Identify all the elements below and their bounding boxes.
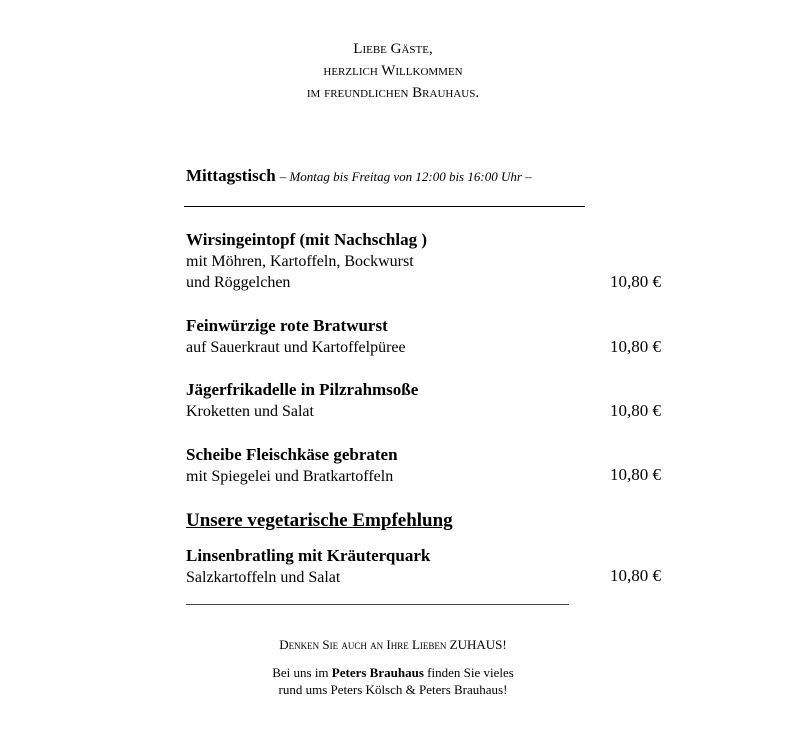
- dish-description: Kroketten und Salat: [186, 403, 314, 420]
- vegetarian-heading: Unsere vegetarische Empfehlung: [186, 510, 453, 531]
- greeting-line-1: Liebe Gäste,: [353, 41, 433, 57]
- greeting: [0, 38, 786, 104]
- greeting-line-2: herzlich Willkommen: [323, 63, 463, 79]
- footer-reminder: Denken Sie auch an Ihre Lieben ZUHAUS!: [279, 637, 507, 652]
- menu-item: [186, 229, 676, 293]
- dish-description: auf Sauerkraut und Kartoffelpüree: [186, 339, 406, 356]
- dish-name: Wirsingeintopf (mit Nachschlag ): [186, 230, 427, 249]
- dish-description: mit Spiegelei und Bratkartoffeln: [186, 468, 394, 485]
- menu-item: [186, 545, 676, 588]
- footer-line-3: rund ums Peters Kölsch & Peters Brauhaus!: [278, 682, 508, 697]
- menu-item: [186, 315, 676, 358]
- dish-price: 10,80 €: [610, 566, 661, 585]
- dish-description: mit Möhren, Kartoffeln, Bockwurst: [186, 253, 414, 270]
- dish-price: 10,80 €: [610, 401, 661, 420]
- mittagstisch-heading: [186, 166, 532, 186]
- footer-line-2: [0, 664, 786, 681]
- mittagstisch-title: Mittagstisch: [186, 166, 276, 185]
- dish-price: 10,80 €: [610, 337, 661, 356]
- brand-name: Peters Brauhaus: [331, 665, 424, 680]
- dish-price: 10,80 €: [610, 272, 661, 291]
- dish-price: 10,80 €: [610, 465, 661, 484]
- mittagstisch-divider: [184, 206, 585, 207]
- dish-name: Jägerfrikadelle in Pilzrahmsoße: [186, 380, 419, 399]
- greeting-line-3: im freundlichen Brauhaus.: [306, 85, 480, 101]
- mittagstisch-hours: – Montag bis Freitag von 12:00 bis 16:00 Uhr –: [279, 169, 532, 184]
- footer-divider: [186, 604, 569, 605]
- dish-description: Salzkartoffeln und Salat: [186, 569, 341, 586]
- menu-item: [186, 379, 676, 422]
- dish-name: Feinwürzige rote Bratwurst: [186, 316, 388, 335]
- dish-name: Linsenbratling mit Kräuterquark: [186, 546, 431, 565]
- footer-line-2-post: finden Sie vieles: [423, 665, 514, 680]
- footer-line-2-pre: Bei uns im: [272, 665, 332, 680]
- dish-description: und Röggelchen: [186, 274, 291, 291]
- menu-item: [186, 444, 676, 487]
- dish-name: Scheibe Fleischkäse gebraten: [186, 445, 398, 464]
- footer-note: [0, 664, 786, 698]
